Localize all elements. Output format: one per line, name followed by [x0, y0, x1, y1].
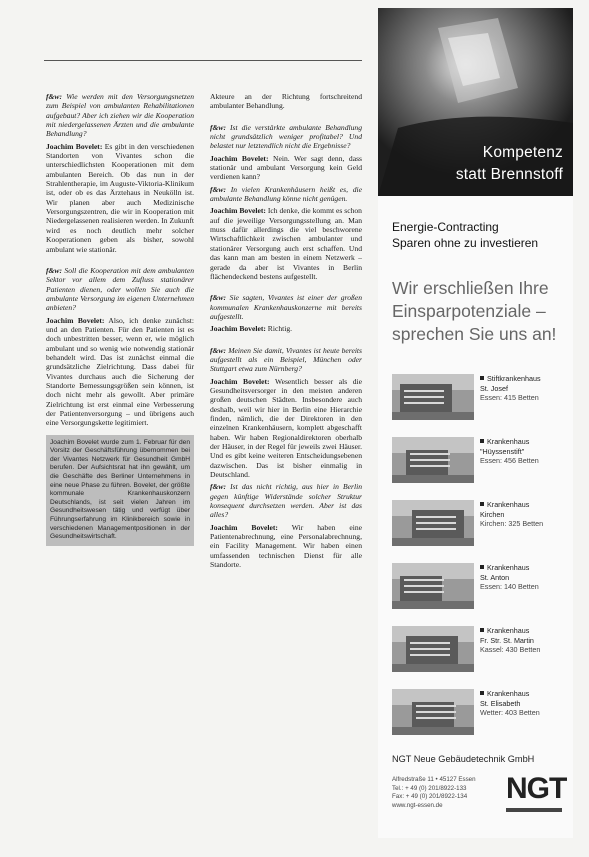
article-paragraph: [210, 293, 362, 321]
reference-name-2: St. Elisabeth: [480, 698, 521, 708]
ad-subheadline-2: Sparen ohne zu investieren: [392, 236, 539, 250]
reference-name-line: [480, 689, 570, 699]
author-bio-box: Joachim Bovelet wurde zum 1. Februar für den Vorsitz der Geschäftsführung übernommen bei der Vivantes Netzwerk für Gesundheit GmbH berufen. Der Aufsichtsrat hat ihn gewählt, um die Geschäfte des Berliner Unternehmens in eine neue Phase zu führen. Bovelet, der größte kommunale Krankenhauskonzern Deutschlands, ist seit vielen Jahren im Gesundheitswesen tätig und verfügt über Führungserfahrung im Klinikbereich sowie in verschiedenen Managementpositionen in der Gesundheitswirtschaft.: [46, 435, 194, 546]
reference-beds: Essen: 456 Betten: [480, 456, 539, 465]
reference-name-2: Kirchen: [480, 509, 505, 519]
bullet-icon: [480, 439, 484, 443]
interviewer-label: f&w:: [210, 293, 227, 303]
reference-name-2: St. Anton: [480, 572, 510, 582]
reference-text: [480, 626, 570, 655]
reference-item: [392, 689, 562, 739]
answer-text: Richtig.: [267, 324, 293, 334]
article-paragraph: [210, 523, 362, 570]
bullet-icon: [480, 376, 484, 380]
ad-address-line: Tel.: + 49 (0) 201/8922-133: [392, 784, 467, 792]
building-photo: [392, 626, 474, 672]
ad-slogan-3: sprechen Sie uns an!: [392, 324, 557, 344]
ad-website-link[interactable]: www.ngt-essen.de: [392, 802, 443, 810]
header-rule: [44, 60, 362, 61]
ad-company-name: NGT Neue Gebäudetechnik GmbH: [392, 754, 535, 764]
interviewer-label: f&w:: [210, 345, 227, 355]
interviewer-label: f&w:: [210, 122, 227, 132]
article-paragraph: [210, 346, 362, 374]
article-column-right: [210, 92, 362, 852]
interviewer-label: f&w:: [46, 265, 63, 275]
reference-name-line: [480, 500, 570, 510]
reference-beds: Wetter: 403 Betten: [480, 708, 540, 717]
article-paragraph: [210, 377, 362, 480]
reference-name: Krankenhaus: [487, 437, 530, 446]
body-text: Akteure an der Richtung fortschreitend ambulanter Behandlung.: [210, 92, 362, 111]
ad-address: [392, 776, 502, 811]
article-paragraph: [210, 324, 362, 333]
reference-beds: Essen: 140 Betten: [480, 582, 539, 591]
ad-headline-1: Kompetenz: [482, 144, 563, 161]
building-photo: [392, 437, 474, 483]
reference-text: [480, 563, 570, 592]
reference-beds: Kassel: 430 Betten: [480, 645, 541, 654]
advertisement: [378, 8, 573, 838]
question-text: Soll die Kooperation mit dem ambulanten Sektor vor allem dem Zufluss stationärer Patienten dienen, oder wollen Sie auch die ambulante Versorgung im eigenen Unternehmen anbieten?: [46, 265, 194, 313]
interviewer-label: f&w:: [210, 482, 227, 492]
building-photo: [392, 374, 474, 420]
ad-address-line: Alfredstraße 11 • 45127 Essen: [392, 776, 476, 783]
answer-text: Wesentlich besser als die Gesundheitsversorger in den meisten anderen großen deutschen Städten. Insbesondere auch deshalb, weil wir hier in Berlin eine Hierarchie finden, nämlich, die der Direktoren in den einzelnen Krankenhäusern, komplett abgeschafft haben. Wir haben Regionaldirektoren oberhalb der Häuser, in der Regel für jeweils zwei Häuser. Und es gibt keine weiteren Entscheidungsebenen dazwischen. Das ist bisher einmalig in Deutschland.: [210, 376, 362, 480]
reference-item: [392, 437, 562, 487]
ad-address-line: Fax: + 49 (0) 201/8922-134: [392, 793, 468, 801]
reference-name: Krankenhaus: [487, 626, 530, 635]
speaker-name: Joachim Bovelet:: [46, 141, 103, 151]
question-text: Wie werden mit den Versorgungsnetzen zum Beispiel von ambulanten Rehabilitationen aufgebaut? Aber ich ziehen wir die Kooperation mit niedergelassenen Ärzten und die ambulante Behandlung?: [46, 92, 194, 139]
reference-name-line: [480, 437, 570, 447]
ad-hero-image: [378, 8, 573, 196]
reference-item: [392, 563, 562, 613]
article-paragraph: [46, 142, 194, 254]
building-photo: [392, 500, 474, 546]
article-paragraph: [210, 185, 362, 204]
reference-text: [480, 437, 570, 466]
question-text: Meinen Sie damit, Vivantes ist heute bereits aufgestellt als ein Beispiel, München oder Stuttgart etwa zum Nürnberg?: [210, 345, 362, 374]
article-paragraph: [210, 123, 362, 151]
reference-item: [392, 374, 562, 424]
bullet-icon: [480, 565, 484, 569]
article-paragraph: [46, 92, 194, 139]
question-text: Ist das nicht richtig, aus hier in Berlin gegen künftige Widerstände solcher Struktur konsequent durchsetzen werden. Aber ist das alles?: [210, 482, 362, 520]
reference-item: [392, 500, 562, 550]
ngt-logo: NGT: [506, 772, 567, 805]
question-text: Sie sagten, Vivantes ist einer der großen kommunalen Krankenhauskonzerne mit bereits aufgestellt.: [210, 293, 362, 321]
speaker-name: Joachim Bovelet:: [210, 153, 269, 163]
answer-text: Wir haben eine Patientenabrechnung, eine Personalabrechnung, ein Facility Management. Wir haben einen umfassenden technischen Dienst für alle Standorte.: [210, 522, 362, 570]
ad-headline-2: statt Brennstoff: [455, 166, 563, 183]
answer-text: Also, ich denke zunächst: und an den Patienten. Für den Patienten ist es doch unbestritten besser, wenn er, wie möglich ambulant und so wenig wie notwendig stationär behandelt wird. Das ist zunächst einmal die grundsätzliche Zielrichtung. Dass dabei für Vivantes durchaus auch die Sicherung der Standorte Bemessungsgrößen sein können, ist doch nicht mehr als gewollt. Aber primäre Zielrichtung ist erst einmal eine Verbesserung der Patientenversorgung – und übrigens auch eine Versorgungskette legitimiert.: [46, 315, 194, 428]
reference-name-line: [480, 626, 570, 636]
reference-name: Krankenhaus: [487, 563, 530, 572]
reference-name-line: [480, 563, 570, 573]
speaker-name: Joachim Bovelet:: [46, 315, 105, 325]
speaker-name: Joachim Bovelet:: [210, 206, 266, 216]
speaker-name: Joachim Bovelet:: [210, 376, 270, 386]
ad-subheadline-1: Energie-Contracting: [392, 220, 499, 234]
ad-slogan-2: Einsparpotenziale –: [392, 301, 546, 321]
question-text: In vielen Krankenhäusern heißt es, die ambulante Behandlung könne nicht genügen.: [210, 184, 362, 204]
bullet-icon: [480, 502, 484, 506]
bullet-icon: [480, 691, 484, 695]
interviewer-label: f&w:: [46, 92, 63, 101]
reference-name-2: St. Josef: [480, 383, 508, 393]
reference-beds: Kirchen: 325 Betten: [480, 519, 544, 528]
bullet-icon: [480, 628, 484, 632]
building-photo: [392, 563, 474, 609]
ngt-logo-bar: [506, 808, 562, 812]
interviewer-label: f&w:: [210, 184, 227, 194]
question-text: Ist die verstärkte ambulante Behandlung nicht grundsätzlich weniger profitabel? Und belastet nur letztendlich nicht die Ergebnisse?: [210, 122, 362, 151]
reference-text: [480, 689, 570, 718]
speaker-name: Joachim Bovelet:: [210, 324, 266, 334]
reference-name: Krankenhaus: [487, 689, 530, 698]
reference-item: [392, 626, 562, 676]
article-paragraph: [210, 206, 362, 281]
reference-name-2: "Hüyssenstift": [480, 446, 525, 456]
article-paragraph: [210, 154, 362, 182]
reference-name-line: [480, 374, 570, 384]
reference-beds: Essen: 415 Betten: [480, 393, 539, 402]
reference-name-2: Fr. Str. St. Martin: [480, 635, 534, 645]
answer-text: Nein. Wer sagt denn, dass stationär und ambulant Versorgung kein Geld verdienen kann?: [210, 153, 362, 182]
reference-name: Krankenhaus: [487, 500, 530, 509]
article-paragraph: [210, 482, 362, 519]
ad-slogan-1: Wir erschließen Ihre: [392, 278, 549, 298]
article-paragraph: [46, 266, 194, 313]
reference-text: [480, 500, 570, 529]
speaker-name: Joachim Bovelet:: [210, 522, 278, 532]
answer-text: Ich denke, die kommt es schon auf die jeweilige Versorgungsstellung an. Man muss dafür allerdings die viel beschworene Wirtschaftlichkeit zwischen ambulanter und stationärer Versorgung auch erst schaffen. Und das kann man am besten in einem Netzwerk – gerade da aber ist Vivantes in Berlin flächendeckend bestens aufgestellt.: [210, 206, 362, 281]
building-photo: [392, 689, 474, 735]
reference-name: Stiftkrankenhaus: [487, 374, 541, 383]
article-paragraph: [46, 316, 194, 428]
article-paragraph: [210, 92, 362, 111]
article-column-left: [46, 92, 194, 857]
reference-text: [480, 374, 570, 403]
answer-text: Es gibt in den verschiedenen Standorten von Vivantes schon die unterschiedlichsten Kooperationen mit dem ambulanten Bereich. Ob das nun in der Strahlentherapie, im Auguste-Viktoria-Klinikum ist, oder ob es das Ärztehaus in Neukölln ist. Wir planen aber auch Medizinische Versorgungszentren, die wir in Kooperation mit Niedergelassenen realisieren werden. In Zukunft wird es noch deutlich mehr solcher Kooperationen geben als bisher, sowohl ambulant wie stationär.: [46, 141, 194, 254]
